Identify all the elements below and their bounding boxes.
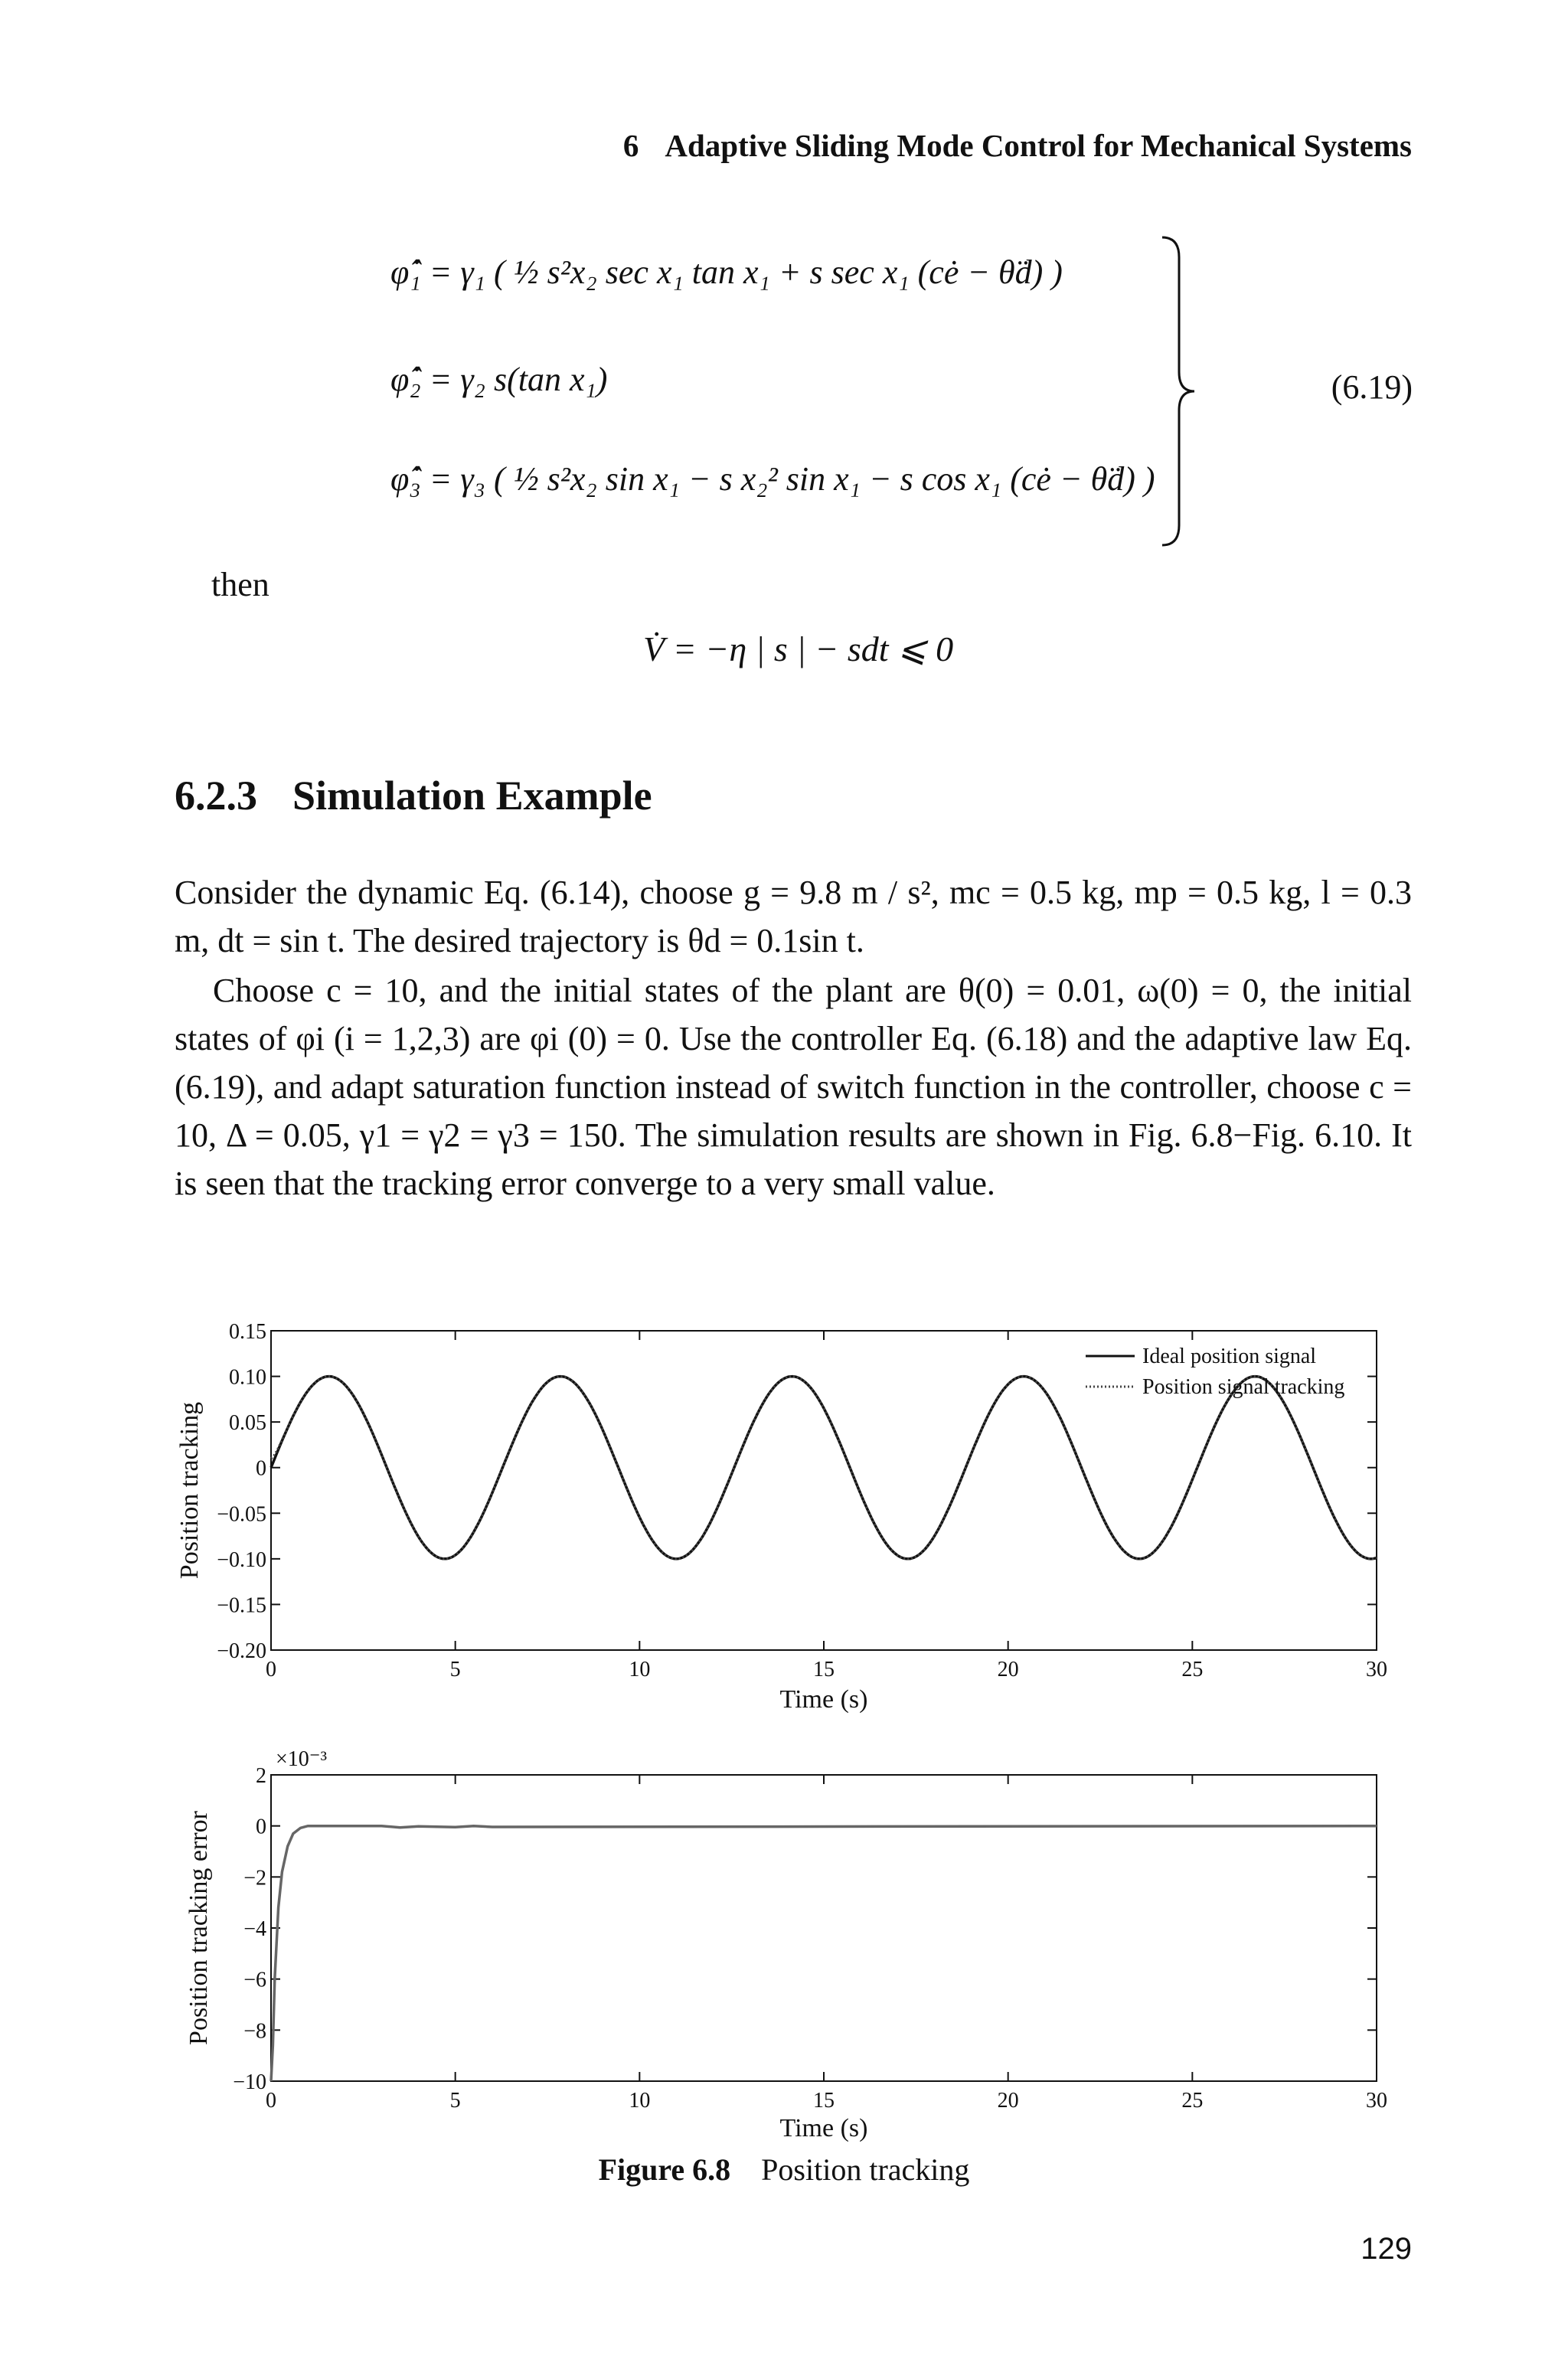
plot-frame (271, 1775, 1377, 2081)
equation-line-2: φ̂̇₂ = γ₂ s(tan x₁) (390, 361, 608, 398)
legend-label: Ideal position signal (1142, 1345, 1317, 1368)
chapter-title: Adaptive Sliding Mode Control for Mechanical Systems (665, 128, 1412, 163)
legend-label: Position signal tracking (1142, 1375, 1345, 1399)
chart-position-tracking-error (185, 1747, 1387, 2142)
figure-caption (0, 2152, 1568, 2188)
section-title: Simulation Example (292, 773, 652, 819)
y-tick-label: 0 (256, 1815, 266, 1839)
y-axis-title: Position tracking (175, 1401, 204, 1580)
y-tick-label: −10 (233, 2070, 266, 2094)
chapter-number: 6 (622, 128, 639, 163)
then-text: then (211, 566, 270, 603)
x-tick-label: 10 (629, 1658, 651, 1681)
chart-position-tracking (175, 1320, 1387, 1714)
section-number: 6.2.3 (175, 773, 257, 819)
y-tick-label: −0.20 (217, 1639, 266, 1663)
scale-label: ×10⁻³ (276, 1747, 327, 1771)
y-tick-label: −0.15 (217, 1593, 266, 1618)
y-tick-label: −6 (243, 1968, 266, 1992)
paragraph-2: Choose c = 10, and the initial states of the plant are θ(0) = 0.01, ω(0) = 0, the initial states of φi (i = 1,2,3) are φi (0) = 0. Use the controller Eq. (6.18) and the adaptive law Eq. (6.19), and adapt saturation function instead of switch function in the controller, choose c = 10, Δ = 0.05, γ1 = γ2 = γ3 = 150. The simulation results are shown in Fig. 6.8−Fig. 6.10. It is seen that the tracking error converge to a very small value. (175, 972, 1412, 1202)
page-number: 129 (1361, 2232, 1412, 2266)
y-tick-label: −0.10 (217, 1547, 266, 1572)
x-tick-label: 30 (1366, 2089, 1387, 2113)
x-tick-label: 25 (1181, 1658, 1204, 1681)
x-tick-label: 5 (449, 2089, 461, 2113)
x-tick-label: 20 (997, 2089, 1019, 2113)
figure-label: Figure 6.8 (598, 2152, 731, 2187)
y-tick-label: −4 (243, 1917, 266, 1941)
y-tick-label: 2 (256, 1764, 266, 1788)
series-line-0 (271, 1826, 1377, 2081)
equation-line-3: φ̂̇₃ = γ₃ ( ½ s²x₂ sin x₁ − s x₂² sin x₁ − s cos x₁ (cė − θ̈d) ) (390, 460, 1155, 498)
series-line-0 (271, 1377, 1377, 1559)
lyapunov-equation: V̇ = −η | s | − sdt ⩽ 0 (643, 629, 954, 668)
x-tick-label: 25 (1181, 2089, 1204, 2113)
y-tick-label: −8 (243, 2019, 266, 2044)
x-axis-title: Time (s) (779, 2114, 868, 2142)
x-tick-label: 0 (266, 2089, 276, 2113)
x-tick-label: 10 (629, 2089, 651, 2113)
x-tick-label: 15 (813, 2089, 835, 2113)
equation-line-1: φ̂̇₁ = γ₁ ( ½ s²x₂ sec x₁ tan x₁ + s sec x₁ (cė − θ̈d) ) (390, 253, 1063, 291)
paragraph-1: Consider the dynamic Eq. (6.14), choose g = 9.8 m / s², mc = 0.5 kg, mp = 0.5 kg, l = 0.3 m, dt = sin t. The desired trajectory is θd = 0.1sin t. (175, 874, 1412, 959)
x-tick-label: 15 (813, 1658, 835, 1681)
y-tick-label: 0 (256, 1456, 266, 1481)
y-tick-label: 0.10 (229, 1365, 266, 1390)
x-tick-label: 0 (266, 1658, 276, 1681)
y-tick-label: 0.15 (229, 1320, 266, 1344)
equation-number: (6.19) (1331, 368, 1413, 406)
figure-caption-text: Position tracking (761, 2152, 970, 2187)
x-tick-label: 5 (449, 1658, 461, 1681)
y-tick-label: −2 (243, 1866, 266, 1890)
x-tick-label: 20 (997, 1658, 1019, 1681)
y-tick-label: −0.05 (217, 1502, 266, 1527)
series-line-1 (271, 1377, 1377, 1559)
x-axis-title: Time (s) (779, 1685, 868, 1714)
y-tick-label: 0.05 (229, 1411, 266, 1436)
y-axis-title: Position tracking error (185, 1811, 213, 2045)
x-tick-label: 30 (1366, 1658, 1387, 1681)
